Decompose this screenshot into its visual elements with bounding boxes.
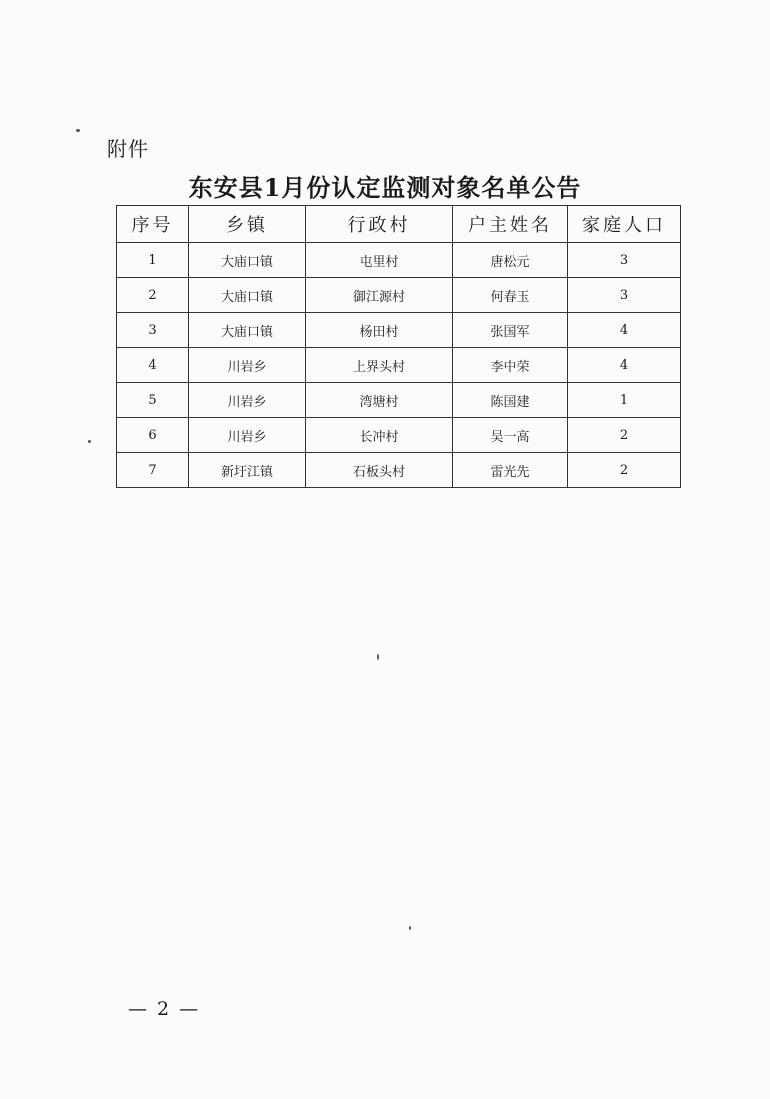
header-household-size: 家庭人口 [568,206,681,243]
page-number: — 2 — [128,998,201,1020]
cell-village: 御江源村 [306,278,453,313]
cell-index: 6 [117,418,189,453]
header-index: 序号 [117,206,189,243]
cell-householder: 雷光先 [453,453,568,488]
cell-village: 屯里村 [306,243,453,278]
cell-index: 7 [117,453,189,488]
cell-village: 长冲村 [306,418,453,453]
cell-household-size: 4 [568,348,681,383]
cell-township: 大庙口镇 [189,278,306,313]
cell-householder: 张国军 [453,313,568,348]
cell-household-size: 2 [568,418,681,453]
cell-village: 石板头村 [306,453,453,488]
cell-index: 1 [117,243,189,278]
cell-household-size: 4 [568,313,681,348]
table-row [117,383,681,418]
cell-householder: 何春玉 [453,278,568,313]
header-village: 行政村 [306,206,453,243]
cell-township: 川岩乡 [189,418,306,453]
cell-householder: 吴一高 [453,418,568,453]
table-header-row [117,206,681,243]
monitoring-roster-table [116,205,681,488]
cell-township: 川岩乡 [189,383,306,418]
cell-township: 川岩乡 [189,348,306,383]
cell-township: 新圩江镇 [189,453,306,488]
header-householder: 户主姓名 [453,206,568,243]
cell-village: 上界头村 [306,348,453,383]
cell-index: 4 [117,348,189,383]
cell-household-size: 3 [568,278,681,313]
cell-householder: 唐松元 [453,243,568,278]
cell-township: 大庙口镇 [189,313,306,348]
table-row [117,313,681,348]
cell-village: 湾塘村 [306,383,453,418]
table-row [117,453,681,488]
cell-index: 2 [117,278,189,313]
cell-village: 杨田村 [306,313,453,348]
table-row [117,418,681,453]
cell-index: 5 [117,383,189,418]
table-row [117,278,681,313]
cell-household-size: 1 [568,383,681,418]
scan-speck [377,654,379,660]
table-row [117,348,681,383]
attachment-label: 附件 [107,137,149,161]
scan-speck [76,129,80,132]
scan-speck [409,926,411,930]
cell-township: 大庙口镇 [189,243,306,278]
cell-householder: 陈国建 [453,383,568,418]
cell-index: 3 [117,313,189,348]
cell-householder: 李中荣 [453,348,568,383]
header-township: 乡镇 [189,206,306,243]
cell-household-size: 3 [568,243,681,278]
table-row [117,243,681,278]
cell-household-size: 2 [568,453,681,488]
page-title: 东安县1月份认定监测对象名单公告 [188,173,582,202]
scan-speck [88,440,91,443]
